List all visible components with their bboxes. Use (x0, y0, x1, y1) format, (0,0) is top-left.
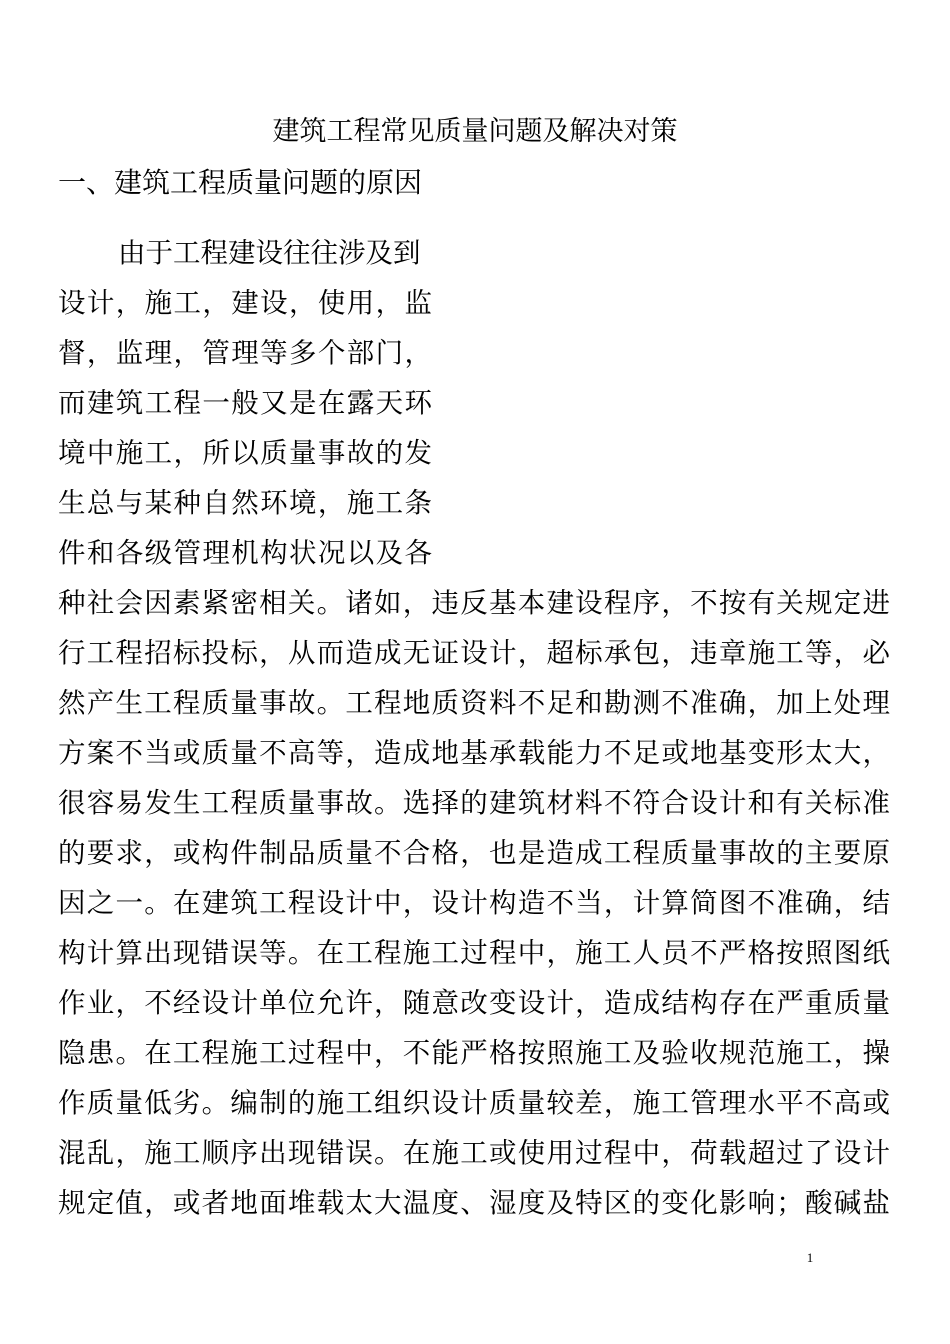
paragraph-line: 很容易发生工程质量事故。选择的建筑材料不符合设计和有关标准 (58, 787, 890, 819)
paragraph-line: 种社会因素紧密相关。诸如，违反基本建设程序，不按有关规定进 (58, 587, 890, 619)
page-number: 1 (806, 1250, 814, 1265)
paragraph-line: 构计算出现错误等。在工程施工过程中，施工人员不严格按照图纸 (58, 937, 890, 969)
paragraph-line: 隐患。在工程施工过程中，不能严格按照施工及验收规范施工，操 (58, 1037, 890, 1069)
paragraph-line: 方案不当或质量不高等，造成地基承载能力不足或地基变形太大， (58, 737, 890, 769)
paragraph-line: 的要求，或构件制品质量不合格，也是造成工程质量事故的主要原 (58, 837, 890, 869)
paragraph-line: 由于工程建设往往涉及到 (118, 237, 421, 269)
section-heading: 一、建筑工程质量问题的原因 (58, 166, 423, 199)
paragraph-line: 行工程招标投标，从而造成无证设计，超标承包，违章施工等，必 (58, 637, 890, 669)
paragraph-line: 境中施工，所以质量事故的发 (58, 437, 432, 469)
paragraph-line: 而建筑工程一般又是在露天环 (58, 387, 432, 419)
paragraph-line: 作质量低劣。编制的施工组织设计质量较差，施工管理水平不高或 (58, 1087, 890, 1119)
paragraph-line: 混乱，施工顺序出现错误。在施工或使用过程中，荷载超过了设计 (58, 1137, 890, 1169)
paragraph-line: 作业，不经设计单位允许，随意改变设计，造成结构存在严重质量 (58, 987, 890, 1019)
paragraph-line: 因之一。在建筑工程设计中，设计构造不当，计算简图不准确，结 (58, 887, 890, 919)
paragraph-line: 设计，施工，建设，使用，监 (58, 287, 432, 319)
paragraph-line: 然产生工程质量事故。工程地质资料不足和勘测不准确，加上处理 (58, 687, 890, 719)
document-title: 建筑工程常见质量问题及解决对策 (272, 116, 678, 147)
paragraph-line: 督，监理，管理等多个部门， (58, 337, 432, 369)
paragraph-line: 件和各级管理机构状况以及各 (58, 537, 432, 569)
paragraph-line: 规定值，或者地面堆载太大温度、湿度及特区的变化影响；酸碱盐 (58, 1187, 890, 1219)
paragraph-line: 生总与某种自然环境，施工条 (58, 487, 432, 519)
